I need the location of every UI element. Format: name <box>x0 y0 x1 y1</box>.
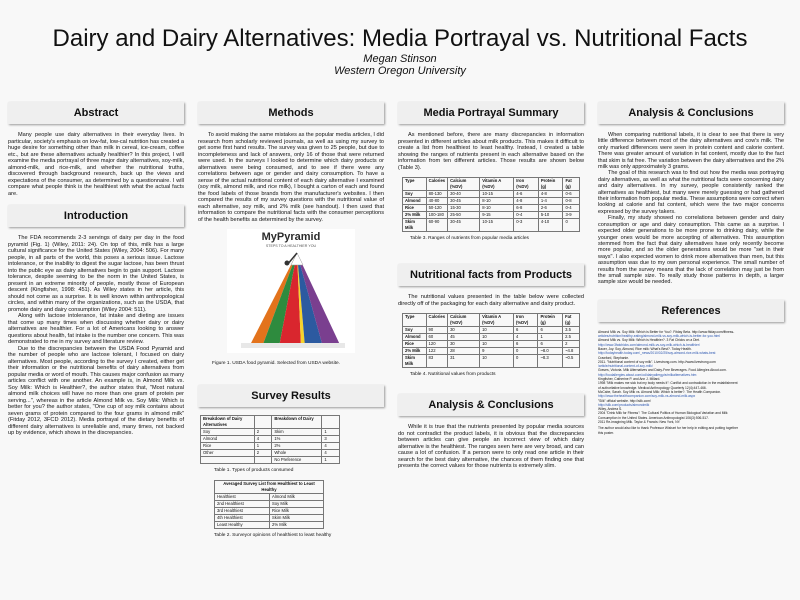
survey-table-2 <box>214 480 324 529</box>
table-header-cell: Calories <box>426 178 448 191</box>
references-heading: References <box>598 300 784 322</box>
poster-title: Dairy and Dairy Alternatives: Media Portrayal vs. Nutritional Facts <box>52 25 748 52</box>
table-row <box>403 212 580 219</box>
table-cell: 3-9 <box>563 212 580 219</box>
table-header-cell: Calories <box>426 314 448 327</box>
table-cell: 80-130 <box>426 191 448 198</box>
table-header-cell: Breakdown of Dairy <box>272 416 322 429</box>
table-row <box>215 522 324 529</box>
methods-text: To avoid making the same mistakes as the popular media articles, I did research from scholarly reviewed journals, as well as using my survey to get some first hand results. The survey was given to 25 people, but due to incompleteness and lack of answers, only 16 of those that were returned were used. In the surveys I looked to determine which dairy products or alternatives were being consumed, and to see if there were any correlations between age or gender and dairy consumption. To have a sense of the actual nutritional content of each dairy alternative I examined (soy milk, almond milk, and rice milk), I bought a carton of each and found the food labels of those brands from the manufacturer's websites. I then compared the results of my survey questions with the nutritional value of each alternative, soy milk, and 2% milk (see handout). I then used that information to compare the nutritional facts with the consumer perceptions of the health benefits as determined by the survey. <box>198 132 384 223</box>
table-cell: 4 <box>254 436 272 443</box>
table-cell: 5-10 <box>538 212 563 219</box>
table-header-cell: Type <box>403 314 427 327</box>
reference-link[interactable]: http://silk.com/products/almondmilk <box>598 402 650 407</box>
survey-heading: Survey Results <box>198 385 384 407</box>
table-row <box>215 515 324 522</box>
table-cell: 4th Healthiest <box>215 515 270 522</box>
table-cell: 30 <box>448 327 480 334</box>
table-cell: 0-4 <box>514 212 539 219</box>
table-cell: 10 <box>480 327 514 334</box>
pyramid-logo-text: MyPyramid <box>261 231 321 243</box>
column-1 <box>8 102 184 437</box>
table-cell: 60 <box>426 334 448 341</box>
table-row <box>403 348 580 355</box>
table-cell: Rice <box>201 443 255 450</box>
table-row <box>403 191 580 198</box>
table-cell: Soy <box>403 191 427 198</box>
table-cell: 3rd Healthiest <box>215 508 270 515</box>
table-cell: Rice <box>403 205 427 212</box>
table-row <box>403 205 580 212</box>
table-cell: 2 <box>254 429 272 436</box>
table-cell <box>201 457 255 464</box>
table-cell: 30-40 <box>448 191 480 198</box>
table-cell: 0-6 <box>563 191 580 198</box>
table-cell: 30 <box>448 341 480 348</box>
table-cell: 2% <box>272 443 322 450</box>
table-cell: 8-10 <box>480 205 514 212</box>
table-cell: Skim <box>272 429 322 436</box>
column-3 <box>398 102 584 470</box>
table-row <box>201 436 340 443</box>
school-name: Western Oregon University <box>334 65 466 77</box>
table-cell: 6-8 <box>514 205 539 212</box>
table-cell: Other <box>201 450 255 457</box>
table-row <box>201 429 340 436</box>
table-cell: 2nd Healthiest <box>215 501 270 508</box>
table-cell: 0 <box>513 355 538 368</box>
reference-line: 2011 Re-imagining Milk. Taylor & Francis: New York, NY. <box>598 419 681 424</box>
table-cell: Almond <box>403 198 427 205</box>
table-row <box>403 341 580 348</box>
table-cell: 1 <box>254 443 272 450</box>
references-list <box>598 330 784 435</box>
reference-link[interactable]: http://foodallergies.about.com/od/dairyallergy/a/milkalternatives.htm <box>598 372 697 377</box>
analysis-mid-text: While it is true that the nutrients presented by popular media sources do not contradict the product labels, it is obvious that the discrepancies between articles can give people an incorrect view of which dairy alternative is the healthiest. The ranges seen here are very broad, and can cause a lot of confusion. If a person were to only read one article in their search for the best dairy alternative, the chances of them finding one that presents the correct values for those nutrients is extremely slim. <box>398 424 584 469</box>
table-header-cell: Type <box>403 178 427 191</box>
table-cell: 4 <box>513 334 538 341</box>
table-cell: 6 <box>513 341 538 348</box>
food-pyramid-figure <box>227 229 355 353</box>
pyramid-graphic <box>227 249 355 353</box>
table-cell: 0-3 <box>514 219 539 232</box>
table-cell: Whole <box>272 450 322 457</box>
table-cell: 0 <box>513 348 538 355</box>
table-cell: 2-6 <box>538 205 563 212</box>
reference-line: Kingfisher, Catherine P. and Ann J. Millard. <box>598 377 661 382</box>
table-cell: 4-10 <box>538 219 563 232</box>
nutrition-table <box>402 313 580 368</box>
reference-line: Almond Milk vs. Soy Milk: Which is Better for You?. Fitday Beta. http://www.fitday.com/fitness- <box>598 329 735 334</box>
table-cell: 4-8 <box>514 198 539 205</box>
reference-line: "Silk" official website. http://silk.com/ <box>598 398 651 403</box>
table-cell: 9-15 <box>480 212 514 219</box>
table-header-cell: Iron (%DV) <box>514 178 539 191</box>
table-cell: 31 <box>448 355 480 368</box>
table-cell: 9 <box>480 348 514 355</box>
analysis-mid-heading: Analysis & Conclusions <box>398 394 584 416</box>
table-cell: 4-6 <box>514 191 539 198</box>
author-name: Megan Stinson <box>363 53 437 65</box>
table-cell: 1% <box>272 436 322 443</box>
table-cell: Rice <box>403 341 427 348</box>
table-2-caption: Table 2. Surveyor opinions of healthiest to least healthy <box>214 533 332 538</box>
reference-line: 2011. "Nutritional content of soy milk". Livestrong.com. http://www.livestrong.com <box>598 359 716 364</box>
table-cell: Skim Milk <box>403 355 427 368</box>
table-cell: 3.5 <box>563 327 580 334</box>
table-row <box>215 481 324 494</box>
table-cell: 50-120 <box>426 205 448 212</box>
introduction-paragraph: Along with lactose intolerance, fat intake and dieting are issues that come up many times when discussing whether dairy or dairy alternatives are healthier. For a lot of Americans looking to answer questions about health, fat intake is the number one concern. This was demonstrated to me in my survey and literature review. <box>8 313 184 345</box>
table-3-caption: Table 3. Ranges of nutrients from popular media articles <box>410 236 529 241</box>
table-cell: 4 <box>322 450 340 457</box>
table-cell: 1 <box>322 429 340 436</box>
media-text: As mentioned before, there are many discrepancies in information presented in different articles about milk products. This makes it difficult to create a list from healthiest to least healthy. Instead, I created a table showing the ranges of nutrients present in each alternative based on the information from ten different articles. Those results are shown below (Table 3). <box>398 132 584 171</box>
table-cell: Soy <box>201 429 255 436</box>
introduction-paragraph: The FDA recommends 2-3 servings of dairy per day in the food pyramid (Fig. 1) (Wiley, 2011: 24). On top of this, milk has a large cultural significance for the United States (Wiley, 2004: 506). For many people, in all parts of the world, this poses a serious issue. Lactose intolerance, or the inability to digest the sugar lactose, has been thrust into the public eye as dairy alternatives begin to gain support. Lactose tolerance, despite seeming to be the norm in the United States, is present in an extreme minority of people, mostly those of European descent (Kingfisher, 1998: 451). As Wiley states in her article, this should not come as a surprise. It is well known within anthropological circles, and within many of the organizations, such as the USDA, that promote dairy and dairy consumption (Wiley 2004: 511). <box>8 235 184 313</box>
reference-line: of authoritative knowledge. Medical Anthropology Quarterly 12(4):447-466. <box>598 385 707 390</box>
table-row <box>403 219 580 232</box>
table-header-cell <box>254 416 272 429</box>
table-cell: 2% Milk <box>270 522 324 529</box>
table-cell: 1 <box>538 334 563 341</box>
media-heading: Media Portrayal Summary <box>398 102 584 124</box>
table-cell: 25-50 <box>448 212 480 219</box>
reference-link[interactable]: /article/nutritional-content-of-soy-milk/ <box>598 364 653 369</box>
abstract-text: Many people use dairy alternatives in their everyday lives. In particular, society's emphasis on low-fat, low-cal nutrition has created a huge desire for something other than milk in cereal, ice-cream, coffee etc., but are these alternatives actually healthier? In this project, I will examine the media portrayal of three major dairy alternatives, soy-milk, almond-milk, and rice-milk, and whether the nutritional truths, discovered through background research, back up the views and expectations of the consumer, as determined by a questionnaire. I will compare what people think is the healthiest with what the actual facts are. <box>8 132 184 197</box>
table-header-cell: Fat (g) <box>563 178 580 191</box>
table-cell: 4 <box>322 443 340 450</box>
introduction-heading: Introduction <box>8 205 184 227</box>
table-cell: 4-8 <box>538 191 563 198</box>
reference-line: 1998 "Milk makes me sick but my body needs it": Conflict and contradiction in the establishment <box>598 381 738 386</box>
poster-header <box>0 0 800 90</box>
table-header-cell: Vitamin A (%DV) <box>480 314 514 327</box>
table-cell: 120 <box>426 341 448 348</box>
table-cell: Skim Milk <box>403 219 427 232</box>
table-cell: 2 <box>254 450 272 457</box>
table-cell: 1 <box>322 457 340 464</box>
methods-heading: Methods <box>198 102 384 124</box>
table-cell: 10 <box>480 355 514 368</box>
abstract-heading: Abstract <box>8 102 184 124</box>
table-cell: 2% Milk <box>403 348 427 355</box>
table-cell: 83 <box>426 355 448 368</box>
reference-line: Crawford, Stephanie. <box>598 355 629 360</box>
table-cell: Soy <box>403 327 427 334</box>
table-cell: 90 <box>426 327 448 334</box>
table-cell: ~8.3 <box>538 355 563 368</box>
table-row <box>215 501 324 508</box>
table-header-cell: Iron (%DV) <box>513 314 538 327</box>
table-cell: 2.5 <box>563 334 580 341</box>
table-cell: 10-15 <box>480 191 514 198</box>
table-row <box>403 327 580 334</box>
table-cell: 1-4 <box>538 198 563 205</box>
table-cell: 10 <box>480 334 514 341</box>
table-cell: 40-80 <box>426 198 448 205</box>
table-cell: 2% Milk <box>403 212 427 219</box>
table-row <box>403 178 580 191</box>
table-cell: 10 <box>480 341 514 348</box>
table-header-cell: Calcium (%DV) <box>448 178 480 191</box>
table-header-cell: Breakdown of Dairy Alternatives <box>201 416 255 429</box>
table-row <box>201 457 340 464</box>
table-row <box>403 355 580 368</box>
table-cell: 122 <box>426 348 448 355</box>
table-cell: Almond <box>403 334 427 341</box>
table-cell: Least Healthy <box>215 522 270 529</box>
table-cell: 6 <box>513 327 538 334</box>
table-header-cell: Calcium (%DV) <box>448 314 480 327</box>
table-1-caption: Table 1. Types of products consumed <box>214 468 294 473</box>
table-cell <box>254 457 272 464</box>
reference-line: Consumption in the United States. American Anthropologist 106(3):506-517. <box>598 415 709 420</box>
table-cell: Almond Milk <box>270 494 324 501</box>
nutrition-heading: Nutritional facts from Products <box>398 264 584 286</box>
table-row <box>201 443 340 450</box>
table-cell: 28 <box>448 348 480 355</box>
table-row <box>403 314 580 327</box>
table-cell: 100-180 <box>426 212 448 219</box>
table-cell: 8-10 <box>480 198 514 205</box>
table-header-cell: Protein (g) <box>538 178 563 191</box>
table-row <box>215 494 324 501</box>
reference-line: Wiley, Andrea S. <box>598 407 623 412</box>
table-cell: ~8.0 <box>538 348 563 355</box>
reference-line: 2004 "Drink Milk for Fitness": The Cultural Politics of Human Biological Variation and Milk <box>598 411 728 416</box>
analysis-paragraph: Finally, my study showed no correlations between gender and dairy consumption or age and dairy consumption. This came as a surprise. I expected older generations to be more prone to drinking dairy, while the younger ones would be more accepting of alternatives. This assumption stemmed from the fact that dairy alternatives have only recently become more popular, and so the older generations would be more "set in their ways". I also expected women to drink more alternatives than men, but this assumption was due to my own personal experience. The small number of results from the survey means that the lack of correlation may just be from the small sample size. To really study those patterns in depth, a larger sample size would be needed. <box>598 215 784 286</box>
reference-line: Almond Milk vs. Soy Milk: Which is Healthier?. 3 Fat Chicks on a Diet. <box>598 338 700 343</box>
table-cell: No Preference <box>272 457 322 464</box>
table-cell: 6 <box>538 341 563 348</box>
table-cell: 30-45 <box>448 198 480 205</box>
table-cell: 0-4 <box>563 205 580 212</box>
table-row <box>215 508 324 515</box>
table-cell: Healthiest <box>215 494 270 501</box>
media-table <box>402 177 580 232</box>
table-4-caption: Table 4. Nutritional values from products <box>410 372 496 377</box>
table-cell: ~0.5 <box>563 355 580 368</box>
pyramid-tagline: STEPS TO A HEALTHIER YOU <box>265 244 317 248</box>
figure-1-caption: Figure 1. USDA food pyramid. Selected from USDA website. <box>212 361 340 366</box>
table-header-cell: Fat (g) <box>563 314 580 327</box>
reference-line: Graves, Victoria. Milk Alternatives and Dairy-Free Beverages. Food Allergies About.com. <box>598 368 727 373</box>
analysis-right-heading: Analysis & Conclusions <box>598 102 784 124</box>
analysis-paragraph: When comparing nutritional labels, it is clear to see that there is very little difference between most of the dairy alternatives and cow's milk. The only marked differences were seen in protein content and calorie content. There was greater amount of variation in fat content, mostly due to the fact that skim is fat free. The variation between the dairy alternatives and the 2% milk was only approximately 3 grams. <box>598 132 784 171</box>
table-row <box>403 198 580 205</box>
table-header-cell <box>322 416 340 429</box>
column-2 <box>198 102 384 539</box>
table-cell: 3 <box>322 436 340 443</box>
table-row <box>403 334 580 341</box>
table-cell: 30-45 <box>448 219 480 232</box>
table-cell: 0 <box>563 219 580 232</box>
table-cell: 45 <box>448 334 480 341</box>
reference-link[interactable]: http://www.3fatchicks.com/almond-milk-vs-soy-milk-which-is-healthier/ <box>598 342 700 347</box>
table-cell: Soy Milk <box>270 501 324 508</box>
reference-link[interactable]: http://www.thehealthcompanion.com/soy-milk-vs-almond-milk.aspx <box>598 394 696 399</box>
table-cell: 10-15 <box>480 219 514 232</box>
table-cell: Skim Milk <box>270 515 324 522</box>
acknowledgement-line: The author would also like to thank Professor Wishart for her help in editing and putting together <box>598 426 739 431</box>
table-cell: 15-30 <box>448 205 480 212</box>
table-header-cell: Protein (g) <box>538 314 563 327</box>
table-cell: Almond <box>201 436 255 443</box>
acknowledgement-line: this poster. <box>598 430 614 435</box>
table-cell: ~4.8 <box>563 348 580 355</box>
reference-line: McCabe, Sarah. Soy Milk vs. Almond Milk: Which is better?. The Health Companion. <box>598 389 722 394</box>
table-cell: 6 <box>538 327 563 334</box>
table-header-cell: Vitamin A (%DV) <box>480 178 514 191</box>
table-cell: 0-8 <box>563 198 580 205</box>
introduction-paragraph: Due to the discrepancies between the USDA Food Pyramid and the number of people who are lactose tolerant, I focused on dairy alternatives. Most people, according to the survey I created, either get their information or the nutritional benefits of dairy alternatives from popular media or word of mouth. This causes major confusion as many articles conflict with one another. An example is, in Almond Milk vs. Soy Milk: Which is Healthier?, the author states that, "Most natural almond milk choices will have no more than one gram of protein per serving...", whereas in the article Almond Milk vs. Soy Milk: Which is better for you? the author states, "One cup of soy milk contains about seven grams of protein compared to the four grams in almond milk" (Fitday 2012, 3FCD 2012). Media portrayal of the dietary benefits of different dairy alternatives is unreliable and, many times, not backed up by evidence, which shows in the discrepancies. <box>8 345 184 436</box>
reference-line: Bauer, Joy. Soy, Almond, Rice milk: What's Best?. Today Health. <box>598 346 692 351</box>
table-cell: Rice Milk <box>270 508 324 515</box>
survey-table-1 <box>200 415 340 464</box>
table-title-cell: Averaged Survey List from Healthiest to Least Healthy <box>215 481 324 494</box>
table-row <box>201 450 340 457</box>
reference-link[interactable]: http://todayhealth.today.com/_news/2010/02/25/soy-almond-rice-milk-whats-best <box>598 351 716 356</box>
table-cell: 60-90 <box>426 219 448 232</box>
column-4 <box>598 102 784 435</box>
table-cell: 2 <box>563 341 580 348</box>
nutrition-text: The nutritional values presented in the table below were collected directly off of the packaging for each dairy alternative and dairy product. <box>398 294 584 307</box>
analysis-paragraph: The goal of this research was to find out how the media was portraying dairy alternatives, as well as what the nutritional facts were concerning dairy and dairy alternatives. In my survey, people consistently ranked the alternatives as healthiest, but many were merely guessing or had gathered their information from popular media. These assumptions were correct when looking at calorie and fat content, which were the two major concerns expressed by the survey takers. <box>598 170 784 215</box>
reference-link[interactable]: articles/nutrition/healthy-eating/almond-milk-vs-soy-milk-which-is-better-for-you.html <box>598 334 721 339</box>
table-row <box>201 416 340 429</box>
